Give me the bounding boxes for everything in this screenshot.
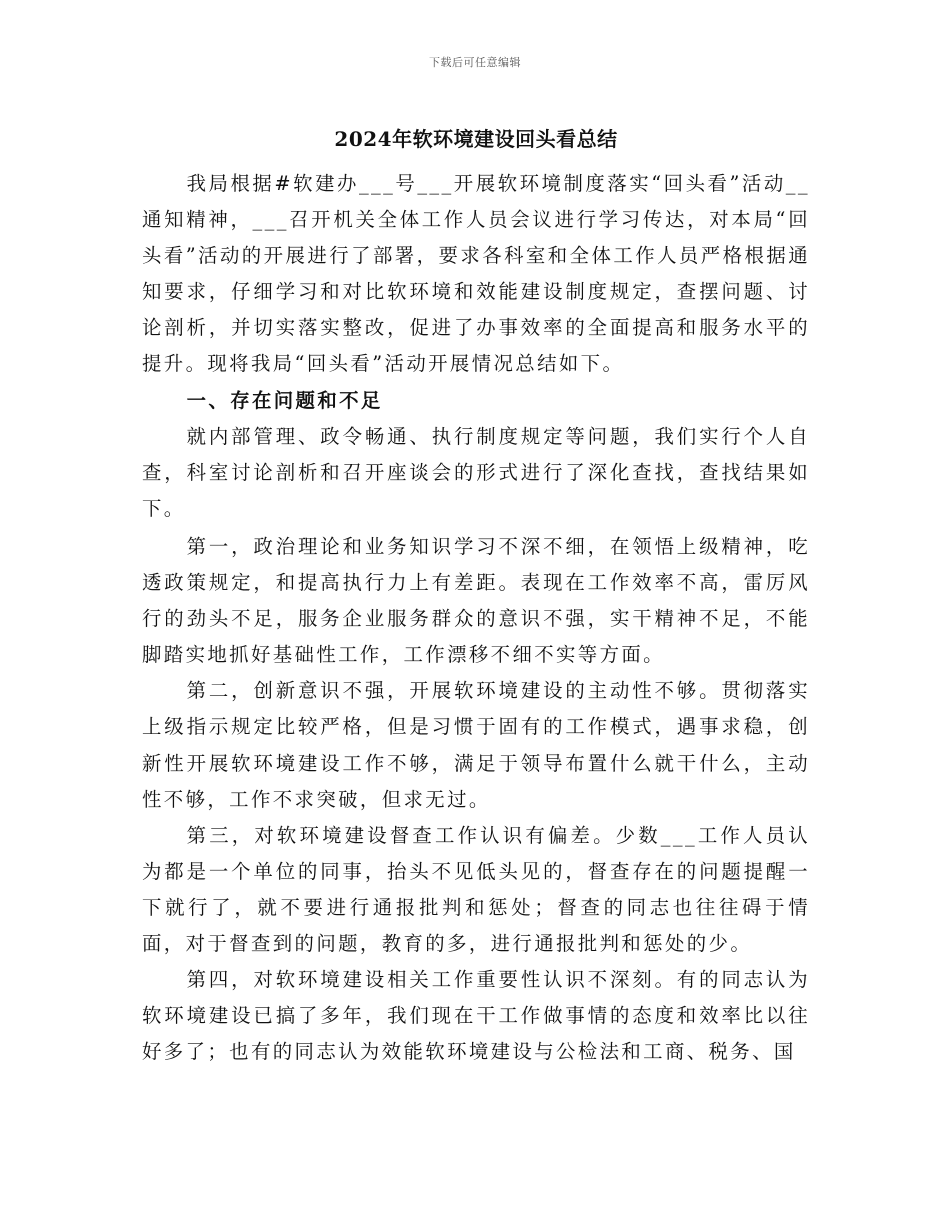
document-body bbox=[142, 122, 810, 1070]
point-one-paragraph: 第一，政治理论和业务知识学习不深不细，在领悟上级精神，吃透政策规定，和提高执行力上有差距。表现在工作效率不高，雷厉风行的劲头不足，服务企业服务群众的意识不强，实干精神不足，不能脚踏实地抓好基础性工作，工作漂移不细不实等方面。 bbox=[142, 534, 810, 667]
document-title: 2024年软环境建设回头看总结 bbox=[334, 127, 618, 151]
intro-paragraph: 我局根据#软建办___号___开展软环境制度落实“回头看”活动__通知精神，___召开机关全体工作人员会议进行学习传达，对本局“回头看”活动的开展进行了部署，要求各科室和全体工作人员严格根据通知要求，仔细学习和对比软环境和效能建设制度规定，查摆问题、讨论剖析，并切实落实整改，促进了办事效率的全面提高和服务水平的提升。现将我局“回头看”活动开展情况总结如下。 bbox=[142, 172, 810, 376]
point-two-paragraph: 第二，创新意识不强，开展软环境建设的主动性不够。贯彻落实上级指示规定比较严格，但是习惯于固有的工作模式，遇事求稳，创新性开展软环境建设工作不够，满足于领导布置什么就干什么，主动性不够，工作不求突破，但求无过。 bbox=[142, 679, 810, 811]
section-heading-problems: 一、存在问题和不足 bbox=[186, 388, 383, 412]
point-three-paragraph: 第三，对软环境建设督查工作认识有偏差。少数___工作人员认为都是一个单位的同事，抬头不见低头见的，督查存在的问题提醒一下就行了，就不要进行通报批判和惩处；督查的同志也往往碍于情面，对于督查到的问题，教育的多，进行通报批判和惩处的少。 bbox=[142, 823, 810, 955]
section-intro-paragraph: 就内部管理、政令畅通、执行制度规定等问题，我们实行个人自查，科室讨论剖析和召开座谈会的形式进行了深化查找，查找结果如下。 bbox=[142, 424, 810, 520]
page-header-note: 下载后可任意编辑 bbox=[429, 56, 521, 69]
point-four-paragraph: 第四，对软环境建设相关工作重要性认识不深刻。有的同志认为软环境建设已搞了多年，我们现在干工作做事情的态度和效率比以往好多了；也有的同志认为效能软环境建设与公检法和工商、税务、国 bbox=[142, 968, 810, 1064]
